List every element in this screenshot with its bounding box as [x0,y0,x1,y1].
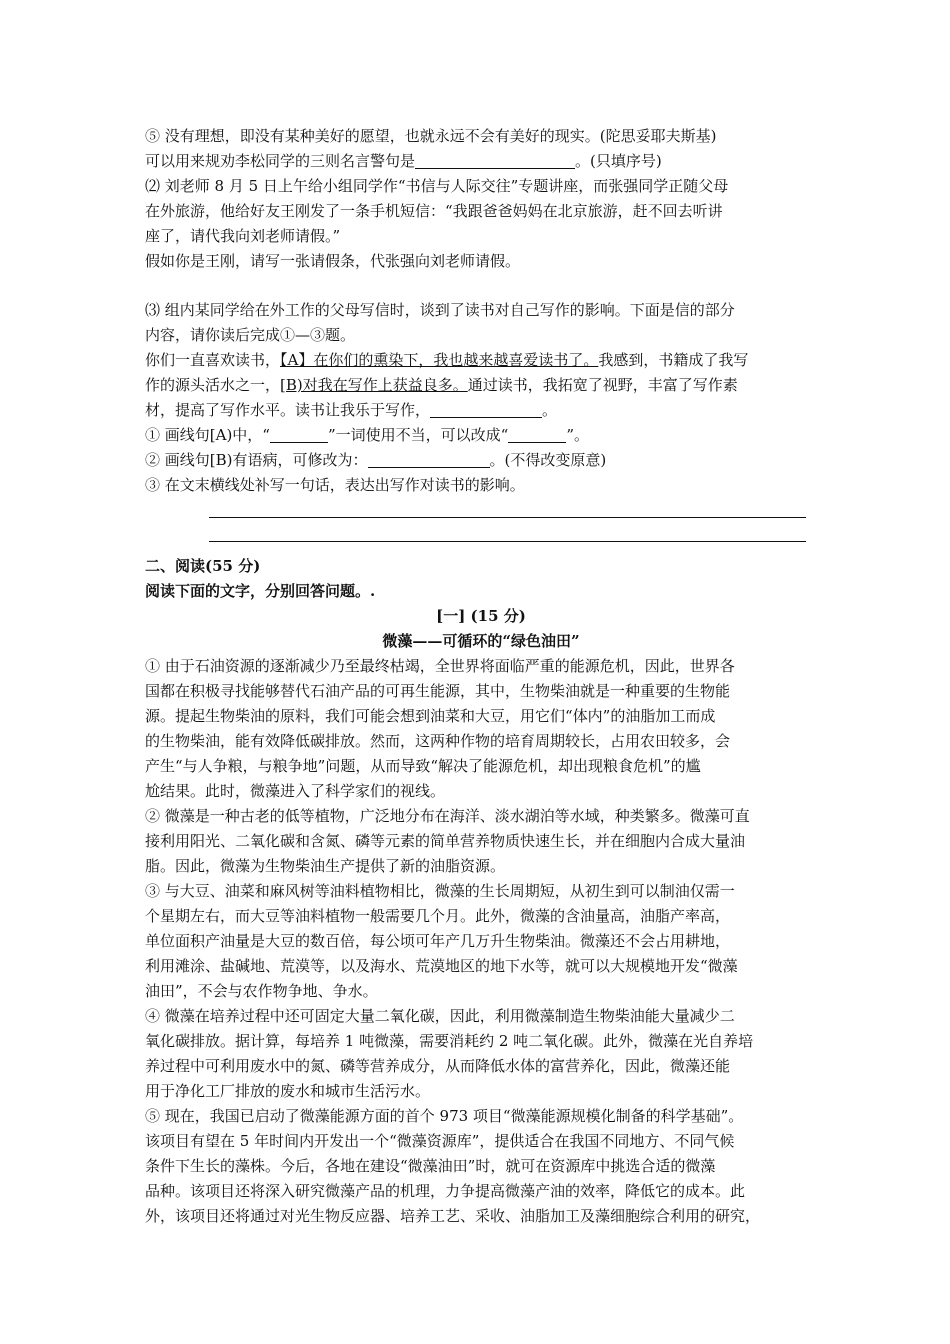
article-line: ④ 微藻在培养过程中还可固定大量二氧化碳，因此，利用微藻制造生物柴油能大量减少二 [145,1007,735,1025]
article-line: 氧化碳排放。据计算，每培养 1 吨微藻，需要消耗约 2 吨二氧化碳。此外，微藻在光自养培 [145,1032,754,1050]
article-line: 利用滩涂、盐碱地、荒漠等，以及海水、荒漠地区的地下水等，就可以大规模地开发“微藻 [145,957,738,975]
article-line: ⑤ 现在，我国已启动了微藻能源方面的首个 973 项目“微藻能源规模化制备的科学基础”。 [145,1107,744,1125]
sub-question-2 [145,448,817,473]
sub-question-1 [145,423,817,448]
letter-line-2 [145,373,817,398]
article-title: 微藻——可循环的“绿色油田” [382,632,580,650]
letter-text: 我感到，书籍成了我写 [598,351,749,369]
article-line: 用于净化工厂排放的废水和城市生活污水。 [145,1082,431,1100]
letter-text: 你们一直喜欢读书， [145,351,281,369]
sub-question-text: ② 画线句[B)有语病，可修改为： [145,451,368,469]
q2-line-4: 假如你是王刚，请写一张请假条，代张强向刘老师请假。 [145,252,521,270]
question-pick-quotes [145,149,817,174]
reading-section [145,554,817,1229]
article-line: 国都在积极寻找能够替代石油产品的可再生能源，其中，生物柴油就是一种重要的生物能 [145,682,731,700]
letter-line-3 [145,398,817,423]
sub-question-3: ③ 在文末横线处补写一句话，表达出写作对读书的影响。 [145,476,525,494]
quote-5: ⑤ 没有理想，即没有某种美好的愿望，也就永远不会有美好的现实。(陀思妥耶夫斯基) [145,127,717,145]
article-line: 源。提起生物柴油的原料，我们可能会想到油菜和大豆，用它们“体内”的油脂加工而成 [145,707,716,725]
answer-blank[interactable] [508,426,566,443]
article-line: ③ 与大豆、油菜和麻风树等油料植物相比，微藻的生长周期短，从初生到可以制油仅需一 [145,882,735,900]
article-line: 油田”，不会与农作物争地、争水。 [145,982,378,1000]
letter-text: 材，提高了写作水平。读书让我乐于写作， [145,401,431,419]
article-line: 品种。该项目还将深入研究微藻产品的机理，力争提高微藻产油的效率，降低它的成本。此 [145,1182,746,1200]
article-line: 个星期左右，而大豆等油料植物一般需要几个月。此外，微藻的含油量高，油脂产率高， [145,907,731,925]
section-instruction: 阅读下面的文字，分别回答问题。. [145,582,376,600]
pick-suffix: 。(只填序号) [575,152,662,170]
article-line: 尬结果。此时，微藻进入了科学家们的视线。 [145,782,446,800]
article-line: 单位面积产油量是大豆的数百倍，每公顷可年产几万升生物柴油。微藻还不会占用耕地， [145,932,731,950]
letter-line-1 [145,348,817,373]
article-line: 产生“与人争粮，与粮争地”问题，从而导致“解决了能源危机，却出现粮食危机”的尴 [145,757,701,775]
q2-line-3: 座了，请代我向刘老师请假。” [145,227,341,245]
answer-blank[interactable] [415,152,575,169]
q3-line-2: 内容，请你读后完成①—③题。 [145,326,356,344]
sub-question-text: ”。 [566,426,589,444]
q3-line-1: ⑶ 组内某同学给在外工作的父母写信时，谈到了读书对自己写作的影响。下面是信的部分 [145,301,735,319]
letter-text: 作的源头活水之一， [145,376,281,394]
article-line: 的生物柴油，能有效降低碳排放。然而，这两种作物的培育周期较长，占用农田较多，会 [145,732,731,750]
article-line: ① 由于石油资源的逐渐减少乃至最终枯竭，全世界将面临严重的能源危机，因此，世界各 [145,657,735,675]
sub-question-text: ”一词使用不当，可以改成“ [327,426,509,444]
pick-prompt: 可以用来规劝李松同学的三则名言警句是 [145,152,416,170]
q2-line-1: ⑵ 刘老师 8 月 5 日上午给小组同学作“书信与人际交往”专题讲座，而张强同学正随父母 [145,177,729,195]
article-line: 条件下生长的藻株。今后，各地在建设“微藻油田”时，就可在资源库中挑选合适的微藻 [145,1157,716,1175]
answer-blank[interactable] [270,426,328,443]
answer-blank[interactable] [430,401,542,418]
answer-line[interactable] [209,541,806,542]
article-line: ② 微藻是一种古老的低等植物，广泛地分布在海洋、淡水湖泊等水域，种类繁多。微藻可直 [145,807,750,825]
letter-text: 通过读书，我拓宽了视野，丰富了写作素 [467,376,738,394]
article-line: 外，该项目还将通过对光生物反应器、培养工艺、采收、油脂加工及藻细胞综合利用的研究， [145,1207,761,1225]
q2-line-2: 在外旅游，他给好友王刚发了一条手机短信：“我跟爸爸妈妈在北京旅游，赶不回去听讲 [145,202,723,220]
underlined-sentence-b: [B)对我在写作上获益良多。 [280,376,468,394]
section-heading: 二、阅读(55 分) [145,557,261,575]
article-line: 接利用阳光、二氧化碳和含氮、磷等元素的简单营养物质快速生长，并在细胞内合成大量油 [145,832,746,850]
text-column [145,124,817,498]
underlined-sentence-a: 【A】在你们的熏染下，我也越来越喜爱读书了。 [280,351,599,369]
article-line: 该项目有望在 5 年时间内开发出一个“微藻资源库”，提供适合在我国不同地方、不同气候 [145,1132,735,1150]
sub-question-text: ① 画线句[A)中，“ [145,426,270,444]
letter-text: 。 [542,401,558,419]
article-line: 脂。因此，微藻为生物柴油生产提供了新的油脂资源。 [145,857,506,875]
spacer [145,274,817,298]
sub-question-text: 。(不得改变原意) [489,451,607,469]
part-label: [一] (15 分) [436,607,526,625]
answer-line[interactable] [209,517,806,518]
answer-blank[interactable] [368,451,490,468]
article-line: 养过程中可利用废水中的氮、磷等营养成分，从而降低水体的富营养化，因此，微藻还能 [145,1057,731,1075]
